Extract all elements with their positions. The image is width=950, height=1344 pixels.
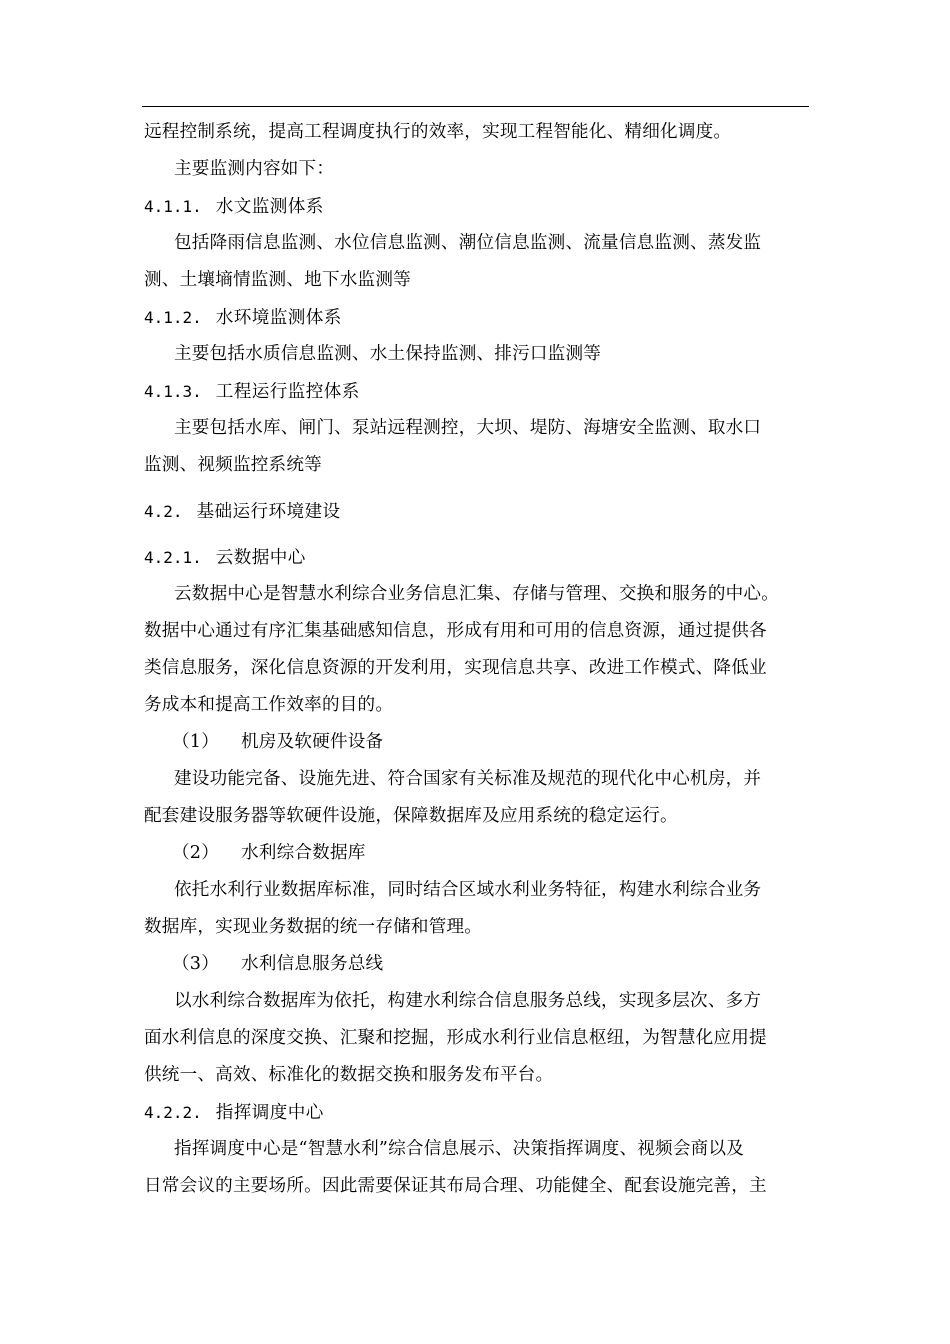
section-title: 水环境监测体系 <box>215 308 342 328</box>
paragraph-line: 配套建设服务器等软硬件设施，保障数据库及应用系统的稳定运行。 <box>144 806 678 826</box>
list-item-heading <box>144 724 808 761</box>
paragraph-line: 主要包括水质信息监测、水土保持监测、排污口监测等 <box>174 344 602 364</box>
section-number: 4.2. <box>144 502 183 521</box>
section-number: 4.2.2. <box>144 1103 202 1122</box>
item-title: 水利信息服务总线 <box>240 954 384 974</box>
section-title: 云数据中心 <box>215 548 306 568</box>
paragraph-line: 远程控制系统，提高工程调度执行的效率，实现工程智能化、精细化调度。 <box>144 122 732 142</box>
section-heading-4-1-1 <box>144 188 808 225</box>
section-number: 4.2.1. <box>144 548 202 567</box>
section-heading-4-2-2 <box>144 1094 808 1131</box>
paragraph-line: 供统一、高效、标准化的数据交换和服务发布平台。 <box>144 1065 554 1085</box>
paragraph-line: 指挥调度中心是“智慧水利”综合信息展示、决策指挥调度、视频会商以及 <box>174 1139 744 1159</box>
paragraph-line: 包括降雨信息监测、水位信息监测、潮位信息监测、流量信息监测、蒸发监 <box>174 233 762 253</box>
section-title: 基础运行环境建设 <box>196 502 341 522</box>
paragraph-line: 主要包括水库、闸门、泵站远程测控，大坝、堤防、海塘安全监测、取水口 <box>174 418 762 438</box>
paragraph-line: 面水利信息的深度交换、汇聚和挖掘，形成水利行业信息枢纽，为智慧化应用提 <box>144 1028 767 1048</box>
section-title: 工程运行监控体系 <box>215 382 360 402</box>
item-title: 水利综合数据库 <box>240 843 366 863</box>
section-number: 4.1.1. <box>144 197 202 216</box>
item-number: （1） <box>172 732 219 752</box>
paragraph-line: 主要监测内容如下： <box>174 159 335 179</box>
section-heading-4-2 <box>144 493 808 530</box>
section-number: 4.1.3. <box>144 382 202 401</box>
paragraph-line: 以水利综合数据库为依托，构建水利综合信息服务总线，实现多层次、多方 <box>174 991 762 1011</box>
item-number: （2） <box>172 843 219 863</box>
header-rule <box>142 106 809 107</box>
list-item-heading <box>144 835 808 872</box>
section-heading-4-2-1 <box>144 539 808 576</box>
paragraph-line: 建设功能完备、设施先进、符合国家有关标准及规范的现代化中心机房，并 <box>174 769 762 789</box>
paragraph-line: 类信息服务，深化信息资源的开发利用，实现信息共享、改进工作模式、降低业 <box>144 658 767 678</box>
section-title: 水文监测体系 <box>215 197 324 217</box>
paragraph-line: 日常会议的主要场所。因此需要保证其布局合理、功能健全、配套设施完善，主 <box>144 1176 767 1196</box>
item-title: 机房及软硬件设备 <box>240 732 384 752</box>
section-heading-4-1-2 <box>144 299 808 336</box>
item-number: （3） <box>172 954 219 974</box>
paragraph-line: 数据库，实现业务数据的统一存储和管理。 <box>144 917 483 937</box>
paragraph-line: 务成本和提高工作效率的目的。 <box>144 695 394 715</box>
section-heading-4-1-3 <box>144 373 808 410</box>
section-title: 指挥调度中心 <box>215 1103 324 1123</box>
section-number: 4.1.2. <box>144 308 202 327</box>
paragraph-line: 数据中心通过有序汇集基础感知信息，形成有用和可用的信息资源，通过提供各 <box>144 621 767 641</box>
document-body <box>144 114 808 1205</box>
paragraph-line: 监测、视频监控系统等 <box>144 455 322 475</box>
paragraph-line: 云数据中心是智慧水利综合业务信息汇集、存储与管理、交换和服务的中心。 <box>174 584 779 604</box>
paragraph-line: 测、土壤墒情监测、地下水监测等 <box>144 270 411 290</box>
paragraph-line: 依托水利行业数据库标准，同时结合区域水利业务特征，构建水利综合业务 <box>174 880 762 900</box>
list-item-heading <box>144 946 808 983</box>
